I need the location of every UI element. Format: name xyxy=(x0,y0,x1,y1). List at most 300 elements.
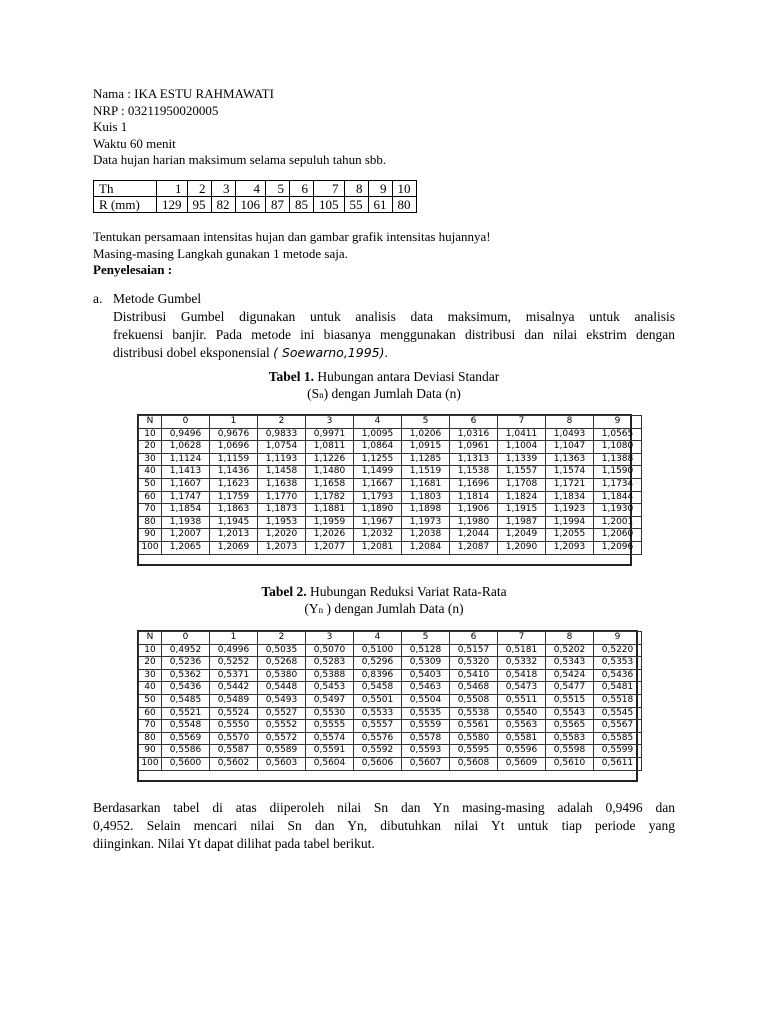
table-header-cell: 9 xyxy=(594,416,642,429)
table2-caption-line2-pre: (Y xyxy=(304,601,319,616)
table-header-cell: 0 xyxy=(162,632,210,645)
table-row xyxy=(139,453,642,466)
table-n-cell: 70 xyxy=(139,504,162,517)
table-cell: 1,2049 xyxy=(498,529,546,542)
table-row xyxy=(139,529,642,542)
table-cell: 0,5410 xyxy=(450,669,498,682)
table-cell: 1,1458 xyxy=(258,466,306,479)
table-cell: 1,1881 xyxy=(306,504,354,517)
table-cell: 0,5424 xyxy=(546,669,594,682)
table-cell: 1,1906 xyxy=(450,504,498,517)
table-cell: 0,5220 xyxy=(594,644,642,657)
table-row xyxy=(139,428,642,441)
gumbel-paragraph xyxy=(113,308,675,362)
table-n-cell: 10 xyxy=(139,644,162,657)
table-row xyxy=(139,541,642,554)
table-cell: 0,5561 xyxy=(450,720,498,733)
table-cell: 0,5600 xyxy=(162,757,210,770)
closing-paragraph xyxy=(93,799,675,853)
table-n-cell: 40 xyxy=(139,682,162,695)
table-cell: 0,5606 xyxy=(354,757,402,770)
rain-cell: 55 xyxy=(344,197,368,213)
rain-cell: 106 xyxy=(235,197,266,213)
table-cell: 1,1658 xyxy=(306,478,354,491)
table-cell: 0,5436 xyxy=(162,682,210,695)
table-header-cell: 5 xyxy=(402,632,450,645)
table-cell: 0,5548 xyxy=(162,720,210,733)
table1-caption-subscript: n xyxy=(319,390,324,400)
table-cell: 0,5535 xyxy=(402,707,450,720)
table-cell: 0,5100 xyxy=(354,644,402,657)
table-cell: 1,1574 xyxy=(546,466,594,479)
table-cell: 1,1793 xyxy=(354,491,402,504)
table-cell: 0,5583 xyxy=(546,732,594,745)
table-cell: 1,1770 xyxy=(258,491,306,504)
year-cell: 9 xyxy=(368,181,392,197)
table-cell: 0,5585 xyxy=(594,732,642,745)
table-cell: 1,2090 xyxy=(498,541,546,554)
table-cell: 0,5604 xyxy=(306,757,354,770)
table-header-cell: N xyxy=(139,416,162,429)
year-cell: 1 xyxy=(157,181,188,197)
table-header-row xyxy=(139,416,642,429)
table-header-cell: 4 xyxy=(354,632,402,645)
table-cell: 1,1681 xyxy=(402,478,450,491)
table-cell: 1,1915 xyxy=(498,504,546,517)
table-cell: 0,5586 xyxy=(162,745,210,758)
table-cell: 0,4952 xyxy=(162,644,210,657)
table-cell: 1,1226 xyxy=(306,453,354,466)
table-cell: 0,5442 xyxy=(210,682,258,695)
table-cell: 0,5515 xyxy=(546,694,594,707)
table-cell: 0,5371 xyxy=(210,669,258,682)
table-cell: 1,1854 xyxy=(162,504,210,517)
rain-row-label: R (mm) xyxy=(94,197,157,213)
table-header-cell: 9 xyxy=(594,632,642,645)
table-cell: 1,1844 xyxy=(594,491,642,504)
section-heading: Metode Gumbel xyxy=(113,291,202,306)
table-cell: 0,5589 xyxy=(258,745,306,758)
table-row xyxy=(139,757,642,770)
table2-caption-line2-post: ) dengan Jumlah Data (n) xyxy=(323,601,464,616)
table-header-cell: N xyxy=(139,632,162,645)
table-cell: 0,5611 xyxy=(594,757,642,770)
table-cell: 1,1313 xyxy=(450,453,498,466)
table-cell: 0,9833 xyxy=(258,428,306,441)
table-cell: 1,2084 xyxy=(402,541,450,554)
table-cell: 0,5283 xyxy=(306,657,354,670)
table-n-cell: 40 xyxy=(139,466,162,479)
table-cell: 1,1623 xyxy=(210,478,258,491)
table-row xyxy=(139,478,642,491)
table-cell: 1,2087 xyxy=(450,541,498,554)
table-cell: 1,0915 xyxy=(402,441,450,454)
rain-cell: 129 xyxy=(157,197,188,213)
table-cell: 1,2093 xyxy=(546,541,594,554)
table-n-cell: 100 xyxy=(139,757,162,770)
table-n-cell: 10 xyxy=(139,428,162,441)
table-header-cell: 6 xyxy=(450,416,498,429)
table-cell: 0,5607 xyxy=(402,757,450,770)
table-cell: 1,1159 xyxy=(210,453,258,466)
table1-caption-text: Hubungan antara Deviasi Standar xyxy=(314,369,500,384)
table-cell: 0,5252 xyxy=(210,657,258,670)
table-n-cell: 60 xyxy=(139,491,162,504)
table-cell: 1,2065 xyxy=(162,541,210,554)
table-cell: 0,9496 xyxy=(162,428,210,441)
table-cell: 1,1890 xyxy=(354,504,402,517)
paragraph-line: frekuensi banjir. Pada metode ini biasanya menggunakan distribusi dan nilai ekstrim dengan xyxy=(113,327,675,342)
table-cell: 0,5128 xyxy=(402,644,450,657)
table-cell: 0,5550 xyxy=(210,720,258,733)
table-cell: 1,1538 xyxy=(450,466,498,479)
table-row xyxy=(139,720,642,733)
task-line: Tentukan persamaan intensitas hujan dan gambar grafik intensitas hujannya! xyxy=(93,229,491,244)
table-cell: 0,5296 xyxy=(354,657,402,670)
table-cell: 1,2020 xyxy=(258,529,306,542)
table-cell: 0,5436 xyxy=(594,669,642,682)
table-cell: 1,2032 xyxy=(354,529,402,542)
table-cell: 0,5481 xyxy=(594,682,642,695)
table-cell: 0,5403 xyxy=(402,669,450,682)
table-cell: 0,5518 xyxy=(594,694,642,707)
table-cell: 0,5552 xyxy=(258,720,306,733)
table-cell: 1,2096 xyxy=(594,541,642,554)
table-cell: 1,2081 xyxy=(354,541,402,554)
table-cell: 1,1413 xyxy=(162,466,210,479)
year-cell: 6 xyxy=(290,181,314,197)
table-n-cell: 60 xyxy=(139,707,162,720)
table-cell: 1,1047 xyxy=(546,441,594,454)
table-cell: 0,5610 xyxy=(546,757,594,770)
table-cell: 1,2001 xyxy=(594,516,642,529)
table-cell: 0,5468 xyxy=(450,682,498,695)
table-cell: 0,5388 xyxy=(306,669,354,682)
table-cell: 1,1590 xyxy=(594,466,642,479)
table-cell: 0,5563 xyxy=(498,720,546,733)
paragraph-end: . xyxy=(384,345,388,360)
table2-caption xyxy=(0,583,768,619)
table-cell: 0,5477 xyxy=(546,682,594,695)
table-cell: 1,1734 xyxy=(594,478,642,491)
rain-cell: 82 xyxy=(211,197,235,213)
table-cell: 1,1255 xyxy=(354,453,402,466)
student-header xyxy=(93,86,386,169)
table-cell: 1,0316 xyxy=(450,428,498,441)
table-cell: 1,1607 xyxy=(162,478,210,491)
paragraph-line: Distribusi Gumbel digunakan untuk analisis data maksimum, misalnya untuk analisis xyxy=(113,309,675,324)
table-cell: 1,0811 xyxy=(306,441,354,454)
table-cell: 1,1708 xyxy=(498,478,546,491)
section-marker: a. xyxy=(93,291,103,306)
table-n-cell: 20 xyxy=(139,441,162,454)
data-intro: Data hujan harian maksimum selama sepuluh tahun sbb. xyxy=(93,152,387,167)
table-cell: 1,2038 xyxy=(402,529,450,542)
table-cell: 1,1388 xyxy=(594,453,642,466)
table-header-cell: 1 xyxy=(210,416,258,429)
table-cell: 1,1945 xyxy=(210,516,258,529)
year-cell: 4 xyxy=(235,181,266,197)
table-header-row xyxy=(139,632,642,645)
year-cell: 3 xyxy=(211,181,235,197)
table-cell: 1,1193 xyxy=(258,453,306,466)
table-cell: 1,1987 xyxy=(498,516,546,529)
table-cell: 1,1994 xyxy=(546,516,594,529)
table-header-cell: 7 xyxy=(498,632,546,645)
table-header-cell: 2 xyxy=(258,632,306,645)
table-n-cell: 70 xyxy=(139,720,162,733)
table-cell: 1,2013 xyxy=(210,529,258,542)
table-n-cell: 30 xyxy=(139,669,162,682)
table-cell: 0,5538 xyxy=(450,707,498,720)
student-nrp: NRP : 03211950020005 xyxy=(93,102,219,118)
table-row xyxy=(139,745,642,758)
table-cell: 1,0696 xyxy=(210,441,258,454)
quiz-label: Kuis 1 xyxy=(93,119,128,134)
table-row xyxy=(139,516,642,529)
rainfall-table xyxy=(93,180,417,213)
table-cell: 0,5320 xyxy=(450,657,498,670)
rainfall-table-year-row xyxy=(94,181,417,197)
rain-cell: 95 xyxy=(187,197,211,213)
table-cell: 0,5181 xyxy=(498,644,546,657)
table-n-cell: 50 xyxy=(139,478,162,491)
table-row xyxy=(139,504,642,517)
table-cell: 1,0754 xyxy=(258,441,306,454)
table-cell: 1,1747 xyxy=(162,491,210,504)
table-cell: 0,5524 xyxy=(210,707,258,720)
table-n-cell: 100 xyxy=(139,541,162,554)
table-cell: 1,1004 xyxy=(498,441,546,454)
table-row xyxy=(139,644,642,657)
table-cell: 0,5521 xyxy=(162,707,210,720)
table-cell: 1,1959 xyxy=(306,516,354,529)
table-cell: 1,1898 xyxy=(402,504,450,517)
paragraph-line xyxy=(113,344,675,362)
table-n-cell: 90 xyxy=(139,745,162,758)
year-cell: 2 xyxy=(187,181,211,197)
table-header-cell: 7 xyxy=(498,416,546,429)
table-cell: 0,5603 xyxy=(258,757,306,770)
table-cell: 1,1973 xyxy=(402,516,450,529)
rain-cell: 87 xyxy=(266,197,290,213)
table-header-cell: 2 xyxy=(258,416,306,429)
yn-table xyxy=(138,631,642,771)
table-header-cell: 3 xyxy=(306,416,354,429)
table-cell: 0,5608 xyxy=(450,757,498,770)
table-cell: 0,4996 xyxy=(210,644,258,657)
table-row xyxy=(139,669,642,682)
table-n-cell: 80 xyxy=(139,516,162,529)
table-cell: 1,0095 xyxy=(354,428,402,441)
table-cell: 0,5473 xyxy=(498,682,546,695)
table-cell: 0,5557 xyxy=(354,720,402,733)
table-cell: 1,1814 xyxy=(450,491,498,504)
year-cell: 10 xyxy=(392,181,416,197)
table-cell: 0,5602 xyxy=(210,757,258,770)
table-cell: 1,2055 xyxy=(546,529,594,542)
table-header-cell: 8 xyxy=(546,632,594,645)
table-cell: 1,1436 xyxy=(210,466,258,479)
table-header-cell: 8 xyxy=(546,416,594,429)
table-cell: 0,5070 xyxy=(306,644,354,657)
table-cell: 0,5343 xyxy=(546,657,594,670)
paragraph-line: 0,4952. Selain mencari nilai Sn dan Yn, dibutuhkan nilai Yt untuk tiap periode yang xyxy=(93,818,675,833)
table-cell: 1,1124 xyxy=(162,453,210,466)
table-cell: 0,5591 xyxy=(306,745,354,758)
table-cell: 0,5332 xyxy=(498,657,546,670)
table-cell: 0,5418 xyxy=(498,669,546,682)
table-cell: 0,5587 xyxy=(210,745,258,758)
table-cell: 0,5545 xyxy=(594,707,642,720)
table-cell: 0,5489 xyxy=(210,694,258,707)
table-row xyxy=(139,657,642,670)
table-header-cell: 0 xyxy=(162,416,210,429)
table-cell: 1,1080 xyxy=(594,441,642,454)
table-cell: 1,1519 xyxy=(402,466,450,479)
table-cell: 0,5540 xyxy=(498,707,546,720)
table-cell: 1,0411 xyxy=(498,428,546,441)
table-cell: 0,5593 xyxy=(402,745,450,758)
table-cell: 0,5559 xyxy=(402,720,450,733)
rain-cell: 61 xyxy=(368,197,392,213)
table-cell: 1,1721 xyxy=(546,478,594,491)
year-cell: 5 xyxy=(266,181,290,197)
paragraph-text: distribusi dobel eksponensial xyxy=(113,345,274,360)
table-cell: 1,1363 xyxy=(546,453,594,466)
table-cell: 0,5572 xyxy=(258,732,306,745)
solution-heading: Penyelesaian : xyxy=(93,262,173,277)
table-n-cell: 50 xyxy=(139,694,162,707)
table-cell: 0,5463 xyxy=(402,682,450,695)
table-header-cell: 4 xyxy=(354,416,402,429)
rainfall-table-value-row xyxy=(94,197,417,213)
table1-caption-label: Tabel 1. xyxy=(268,369,315,384)
table-cell: 1,0864 xyxy=(354,441,402,454)
table-row xyxy=(139,707,642,720)
table-cell: 1,1803 xyxy=(402,491,450,504)
table-cell: 1,0493 xyxy=(546,428,594,441)
table-cell: 0,5574 xyxy=(306,732,354,745)
table-cell: 1,1938 xyxy=(162,516,210,529)
table-cell: 0,5533 xyxy=(354,707,402,720)
table-cell: 1,1967 xyxy=(354,516,402,529)
table-cell: 0,5035 xyxy=(258,644,306,657)
table-cell: 1,2026 xyxy=(306,529,354,542)
rain-cell: 80 xyxy=(392,197,416,213)
table-cell: 0,5453 xyxy=(306,682,354,695)
table-cell: 1,2073 xyxy=(258,541,306,554)
sn-table xyxy=(138,415,642,555)
table-cell: 1,1863 xyxy=(210,504,258,517)
table-cell: 0,5448 xyxy=(258,682,306,695)
table-cell: 1,0565 xyxy=(594,428,642,441)
task-line: Masing-masing Langkah gunakan 1 metode saja. xyxy=(93,245,348,261)
table-cell: 0,5565 xyxy=(546,720,594,733)
table-cell: 0,5380 xyxy=(258,669,306,682)
table-cell: 1,2077 xyxy=(306,541,354,554)
table-cell: 1,0961 xyxy=(450,441,498,454)
table-header-cell: 5 xyxy=(402,416,450,429)
table-cell: 1,1873 xyxy=(258,504,306,517)
table-cell: 0,8396 xyxy=(354,669,402,682)
table-cell: 0,5527 xyxy=(258,707,306,720)
table-cell: 1,0206 xyxy=(402,428,450,441)
table-cell: 0,5511 xyxy=(498,694,546,707)
table-cell: 0,5599 xyxy=(594,745,642,758)
table-cell: 0,5501 xyxy=(354,694,402,707)
table-row xyxy=(139,732,642,745)
table-cell: 0,5157 xyxy=(450,644,498,657)
table-row xyxy=(139,491,642,504)
table-cell: 0,5578 xyxy=(402,732,450,745)
table-cell: 1,0628 xyxy=(162,441,210,454)
table-cell: 0,5609 xyxy=(498,757,546,770)
table-cell: 1,1638 xyxy=(258,478,306,491)
year-cell: 7 xyxy=(314,181,345,197)
table-cell: 1,1480 xyxy=(306,466,354,479)
table-cell: 0,5309 xyxy=(402,657,450,670)
table-cell: 1,1953 xyxy=(258,516,306,529)
table-cell: 0,5504 xyxy=(402,694,450,707)
time-limit: Waktu 60 menit xyxy=(93,135,176,151)
table-cell: 0,5576 xyxy=(354,732,402,745)
table-row xyxy=(139,694,642,707)
table1-caption-line2-pre: (S xyxy=(307,386,320,401)
table-n-cell: 90 xyxy=(139,529,162,542)
table-header-cell: 1 xyxy=(210,632,258,645)
table1-caption-line2-post: ) dengan Jumlah Data (n) xyxy=(323,386,461,401)
table-cell: 0,5569 xyxy=(162,732,210,745)
table-cell: 0,5530 xyxy=(306,707,354,720)
table-cell: 0,5555 xyxy=(306,720,354,733)
table2-caption-text: Hubungan Reduksi Variat Rata-Rata xyxy=(306,584,507,599)
table-cell: 0,5497 xyxy=(306,694,354,707)
table-cell: 1,1285 xyxy=(402,453,450,466)
table-header-cell: 3 xyxy=(306,632,354,645)
table-cell: 1,1980 xyxy=(450,516,498,529)
table-cell: 1,2060 xyxy=(594,529,642,542)
table-n-cell: 80 xyxy=(139,732,162,745)
table-cell: 0,5596 xyxy=(498,745,546,758)
paragraph-line: Berdasarkan tabel di atas diiperoleh nilai Sn dan Yn masing-masing adalah 0,9496 dan xyxy=(93,800,675,815)
table-n-cell: 30 xyxy=(139,453,162,466)
table-row xyxy=(139,682,642,695)
task-statement xyxy=(93,229,491,279)
table-cell: 0,5202 xyxy=(546,644,594,657)
table-cell: 1,1499 xyxy=(354,466,402,479)
table-cell: 1,1696 xyxy=(450,478,498,491)
table-cell: 1,1557 xyxy=(498,466,546,479)
table-cell: 1,1667 xyxy=(354,478,402,491)
table-cell: 1,2069 xyxy=(210,541,258,554)
table-cell: 0,5570 xyxy=(210,732,258,745)
table-cell: 0,5458 xyxy=(354,682,402,695)
table-cell: 1,1339 xyxy=(498,453,546,466)
table-cell: 0,5543 xyxy=(546,707,594,720)
table-cell: 0,5598 xyxy=(546,745,594,758)
table-n-cell: 20 xyxy=(139,657,162,670)
paragraph-line: diinginkan. Nilai Yt dapat dilihat pada tabel berikut. xyxy=(93,836,375,851)
table-cell: 1,2007 xyxy=(162,529,210,542)
table1-caption xyxy=(0,368,768,404)
table-cell: 1,1930 xyxy=(594,504,642,517)
citation: ( Soewarno,1995) xyxy=(273,345,385,360)
table-cell: 0,5595 xyxy=(450,745,498,758)
table2-caption-label: Tabel 2. xyxy=(261,584,307,599)
table-row xyxy=(139,441,642,454)
table-cell: 0,9971 xyxy=(306,428,354,441)
